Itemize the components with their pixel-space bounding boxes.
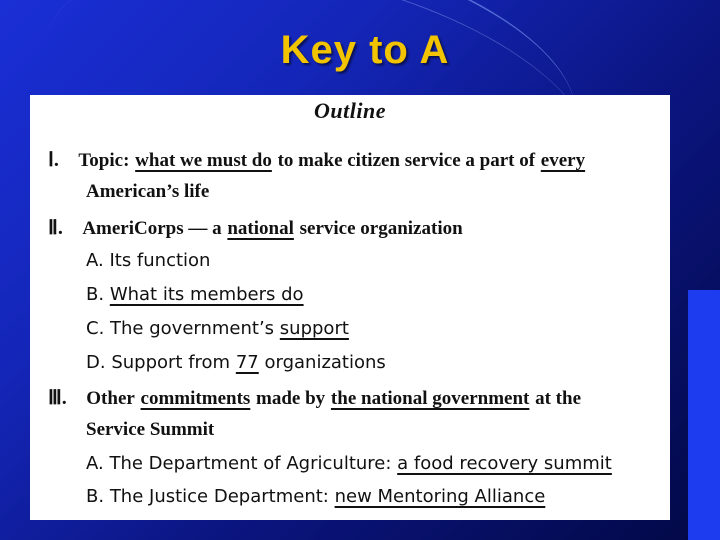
topic-text-continued: American’s life: [86, 181, 210, 202]
answer-food-recovery-summit: a food recovery summit: [397, 453, 612, 474]
commitments-text-mid: made by: [256, 388, 326, 409]
subitem-2c: [86, 318, 349, 339]
decorative-side-bar: [688, 290, 720, 540]
subitem-2b: [86, 284, 304, 305]
answer-national-government: the national government: [330, 388, 530, 409]
answer-77: 77: [235, 352, 259, 373]
answer-what-its-members-do: What its members do: [109, 284, 304, 305]
subitem-3a: [86, 453, 612, 474]
subitem-letter: D.: [86, 352, 106, 373]
answer-support: support: [279, 318, 349, 339]
subitem-text: The Justice Department:: [109, 486, 329, 507]
answer-national: national: [227, 218, 294, 239]
outline-document: [30, 95, 670, 520]
answer-what-we-must-do: what we must do: [135, 150, 272, 171]
roman-numeral-2: Ⅱ.: [48, 217, 63, 239]
commitments-text-end: at the: [535, 388, 581, 409]
roman-numeral-3: Ⅲ.: [48, 387, 67, 409]
subitem-letter: A.: [86, 250, 104, 271]
commitments-text: Other: [86, 388, 135, 409]
topic-label: Topic:: [78, 150, 130, 171]
answer-mentoring-alliance: new Mentoring Alliance: [334, 486, 546, 507]
subitem-letter: C.: [86, 318, 105, 339]
subitem-letter: B.: [86, 486, 105, 507]
subitem-text: The government’s: [110, 318, 275, 339]
subitem-3b: [86, 486, 545, 507]
subitem-text: Support from: [111, 352, 231, 373]
outline-item-3-continued: [86, 419, 214, 441]
subitem-letter: A.: [86, 453, 104, 474]
topic-text: to make citizen service a part of: [277, 150, 536, 171]
subitem-2d: [86, 352, 386, 373]
americorps-text: AmeriCorps — a: [82, 218, 222, 239]
subitem-text-end: organizations: [264, 352, 386, 373]
subitem-letter: B.: [86, 284, 105, 305]
subitem-2a: [86, 250, 210, 271]
subitem-text: Its function: [109, 250, 211, 271]
outline-item-3: [48, 385, 581, 410]
service-summit-text: Service Summit: [86, 419, 215, 440]
answer-every: every: [540, 150, 586, 171]
outline-heading: Outline: [314, 98, 386, 123]
outline-item-1-continued: [86, 181, 209, 203]
answer-commitments: commitments: [140, 388, 251, 409]
americorps-text-end: service organization: [299, 218, 463, 239]
subitem-text: The Department of Agriculture:: [109, 453, 392, 474]
slide-title: Key to A: [280, 28, 450, 72]
roman-numeral-1: Ⅰ.: [48, 149, 59, 171]
outline-item-1: [48, 147, 585, 172]
outline-item-2: [48, 215, 463, 240]
